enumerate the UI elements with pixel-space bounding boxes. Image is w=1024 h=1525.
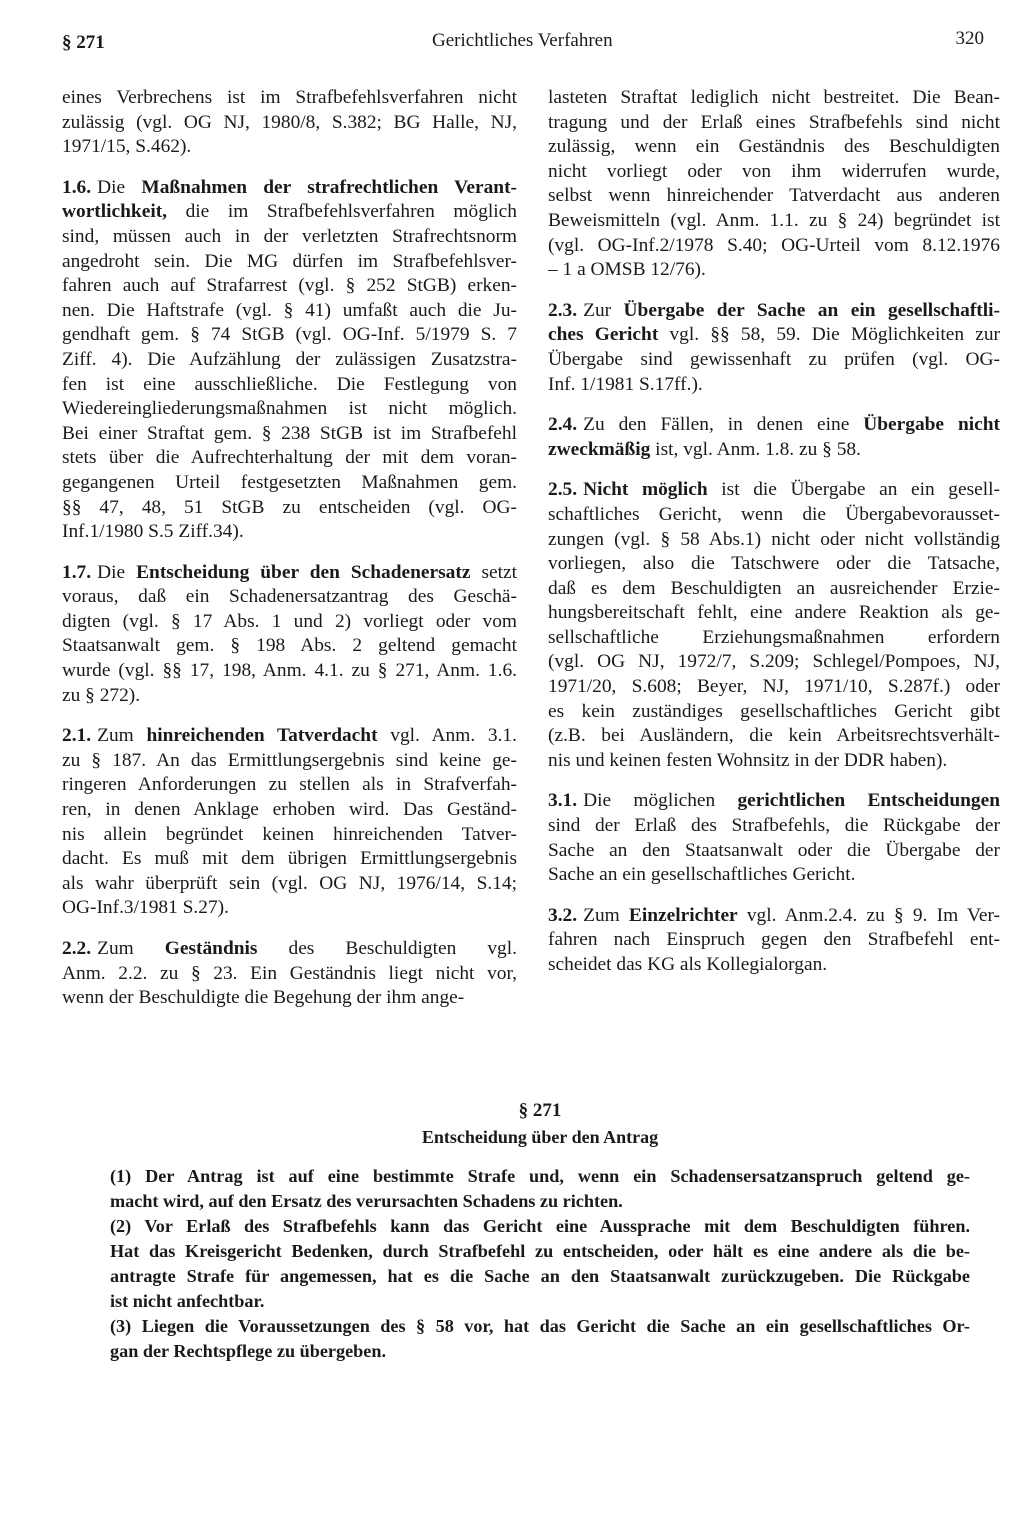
text-line: zu § 272). [62,684,141,706]
text-line: Inf. 1/1981 S.17ff.). [548,373,703,395]
header-section-ref: § 271 [62,32,105,53]
annotation-number: 3.1. [548,790,578,812]
text-line: nen. Die Haftstrafe (vgl. § 41) umfaßt auch die Ju- [62,299,517,321]
text-line: (3) Liegen die Voraussetzungen des § 58 vor, hat das Gericht die Sache an ein gesellschaftliches Or- [110,1316,970,1336]
statute-paragraph [110,1164,970,1214]
text-line: zulässig (vgl. OG NJ, 1980/8, S.382; BG Halle, NJ, [62,111,517,133]
text-line: Sache an den Staatsanwalt oder die Übergabe der [548,839,1000,861]
statute-paragraph [110,1214,970,1314]
annotation-number: 2.2. [62,938,92,959]
text-line: ringeren Anforderungen zu stellen als in Strafverfah- [62,774,517,796]
right-paragraph [548,904,1000,978]
left-paragraph [62,937,517,1011]
text-line: scheidet das KG als Kollegialorgan. [548,954,828,975]
text-line: 2.4. Zu den Fällen, in denen eine Übergabe nicht [548,414,1000,436]
text-line: zweckmäßig ist, vgl. Anm. 1.8. zu § 58. [548,438,861,460]
statute-paragraph [110,1314,970,1364]
text-line: gendhaft gem. § 74 StGB (vgl. OG-Inf. 5/1979 S. 7 [62,324,517,346]
text-line: lasteten Straftat lediglich nicht bestreitet. Die Bean- [548,87,1000,108]
text-line: es kein zuständiges gesellschaftliches Gericht gibt [548,700,1000,722]
text-line: eines Verbrechens ist im Strafbefehlsverfahren nicht [62,87,517,108]
text-line: gegangenen Urteil festgesetzten Maßnahmen gem. [62,471,517,493]
text-line: 1.7. Die Entscheidung über den Schadenersatz setzt [62,561,517,583]
text-line: gan der Rechtspflege zu übergeben. [110,1341,386,1361]
text-line: 2.1. Zum hinreichenden Tatverdacht vgl. Anm. 3.1. [62,725,517,747]
text-line: selbst wenn hinreichender Tatverdacht aus anderen [548,185,1000,207]
text-line: dacht. Es muß mit dem übrigen Ermittlungsergebnis [62,848,517,870]
text-line: ches Gericht vgl. §§ 58, 59. Die Möglichkeiten zur [548,324,1000,346]
statute-number: § 271 [518,1100,562,1121]
annotation-number: 3.2. [548,904,578,926]
left-paragraph [62,176,517,545]
text-line: als wahr überprüft sein (vgl. OG NJ, 1976/14, S.14; [62,872,517,894]
left-paragraph [62,86,517,160]
left-paragraph [62,724,517,921]
text-line: OG-Inf.3/1981 S.27). [62,897,229,919]
text-line: 1.6. Die Maßnahmen der strafrechtlichen Verant- [62,176,517,198]
text-line: 2.5. Nicht möglich ist die Übergabe an ein gesell- [548,479,1000,501]
text-line: wurde (vgl. §§ 17, 198, Anm. 4.1. zu § 271, Anm. 1.6. [62,660,517,682]
text-line: 2.2. Zum Geständnis des Beschuldigten vgl. [62,938,517,959]
annotation-number: 1.7. [62,561,92,583]
text-line: wenn der Beschuldigte die Begehung der ihm ange- [62,987,465,1009]
annotation-number: 2.1. [62,725,92,747]
text-line: 2.3. Zur Übergabe der Sache an ein gesellschaftli- [548,299,1000,321]
statute-section [110,1098,970,1364]
page-number: 320 [955,28,984,49]
text-line: wortlichkeit, die im Strafbefehlsverfahren möglich [62,201,517,223]
right-paragraph [548,86,1000,283]
text-line: voraus, daß ein Schadenersatzantrag des Geschä- [62,586,517,608]
text-line: 3.1. Die möglichen gerichtlichen Entscheidungen [548,790,1000,812]
right-paragraph [548,413,1000,462]
text-line: zulässig, wenn ein Geständnis des Beschuldigten [548,136,1000,158]
text-line: ist nicht anfechtbar. [110,1291,265,1311]
text-line: tragung und der Erlaß eines Strafbefehls sind nicht [548,111,1000,133]
text-line: 1971/20, S.608; Beyer, NJ, 1971/10, S.287f.) oder [548,676,1000,698]
text-line: fahren nach Einspruch gegen den Strafbefehl ent- [548,929,1000,951]
text-line: hungsbereitschaft fehlt, eine andere Reaktion als ge- [548,602,1000,624]
text-line: zungen (vgl. § 58 Abs.1) nicht oder nicht vollständig [548,528,1000,550]
statute-body [110,1164,970,1364]
left-column [62,86,517,1027]
text-line: Bei einer Straftat gem. § 238 StGB ist im Strafbefehl [62,422,517,444]
text-line: Sache an ein gesellschaftliches Gericht. [548,864,856,886]
text-line: fen ist eine ausschließliche. Die Festlegung von [62,373,517,395]
text-line: (2) Vor Erlaß des Strafbefehls kann das Gericht eine Aussprache mit dem Beschuldigten führen. [110,1216,970,1236]
text-line: nicht vorliegt oder von ihm widerrufen wurde, [548,160,1000,182]
text-line: digten (vgl. § 17 Abs. 1 und 2) vorliegt oder vom [62,610,517,632]
text-line: Ziff. 4). Die Aufzählung der zulässigen Zusatzstra- [62,348,517,370]
text-line: daß es dem Beschuldigten an ausreichender Erzie- [548,577,1000,599]
text-line: Übergabe sind gewissenhaft zu prüfen (vgl. OG- [548,348,1000,370]
annotation-number: 2.5. [548,479,578,501]
text-line: 3.2. Zum Einzelrichter vgl. Anm.2.4. zu § 9. Im Ver- [548,904,1000,926]
text-line: sind der Erlaß des Strafbefehls, die Rückgabe der [548,815,1000,837]
annotation-number: 2.3. [548,299,578,321]
text-line: ren, in denen Anklage erhoben wird. Das Geständ- [62,799,517,821]
text-line: §§ 47, 48, 51 StGB zu entscheiden (vgl. OG- [62,496,517,518]
right-column [548,86,1000,994]
annotation-number: 1.6. [62,176,92,198]
text-line: Anm. 2.2. zu § 23. Ein Geständnis liegt nicht vor, [62,962,517,984]
text-line: (vgl. OG-Inf.2/1978 S.40; OG-Urteil vom 8.12.1976 [548,234,1000,256]
right-paragraph [548,299,1000,397]
text-line: Staatsanwalt gem. § 198 Abs. 2 geltend gemacht [62,635,517,657]
left-paragraph [62,561,517,709]
text-line: sellschaftliche Erziehungsmaßnahmen erfordern [548,626,1000,648]
text-line: vorliegen, also die Tatschwere oder die Tatsache, [548,553,1000,575]
text-line: nis allein begründet keinen hinreichenden Tatver- [62,823,517,845]
text-line: – 1 a OMSB 12/76). [548,259,706,281]
text-line: (z.B. bei Ausländern, die kein Arbeitsrechtsverhält- [548,725,1000,747]
text-line: fahren auch auf Strafarrest (vgl. § 252 StGB) erken- [62,275,517,297]
text-line: nis und keinen festen Wohnsitz in der DDR haben). [548,749,948,771]
text-line: macht wird, auf den Ersatz des verursachten Schadens zu richten. [110,1191,623,1211]
right-paragraph [548,478,1000,773]
header-title: Gerichtliches Verfahren [432,30,613,51]
text-line: zu § 187. An das Ermittlungsergebnis sind keine ge- [62,749,517,771]
text-line: (vgl. OG NJ, 1972/7, S.209; Schlegel/Pompoes, NJ, [548,651,1000,673]
statute-title: Entscheidung über den Antrag [421,1127,659,1147]
text-line: (1) Der Antrag ist auf eine bestimmte Strafe und, wenn ein Schadensersatzanspruch geltend ge- [110,1166,970,1186]
text-line: Beweismitteln (vgl. Anm. 1.1. zu § 24) begründet ist [548,209,1000,231]
annotation-number: 2.4. [548,414,578,436]
text-line: stets über die Aufrechterhaltung der mit dem voran- [62,447,517,469]
right-paragraph [548,789,1000,887]
running-head [62,28,984,60]
text-line: sind, müssen auch in der verletzten Strafrechtsnorm [62,225,517,247]
text-line: 1971/15, S.462). [62,136,192,158]
text-line: antragte Strafe für angemessen, hat es die Sache an den Staatsanwalt zurückzugeben. Die Rückgabe [110,1266,970,1286]
text-line: angedroht sein. Die MG dürfen im Strafbefehlsver- [62,250,517,272]
text-line: Hat das Kreisgericht Bedenken, durch Strafbefehl zu entscheiden, oder hält es eine andere als die be- [110,1241,970,1261]
text-line: Wiedereingliederungsmaßnahmen ist nicht möglich. [62,398,517,420]
text-line: schaftliches Gericht, wenn die Übergabevorausset- [548,503,1000,525]
text-line: Inf.1/1980 S.5 Ziff.34). [62,521,244,543]
